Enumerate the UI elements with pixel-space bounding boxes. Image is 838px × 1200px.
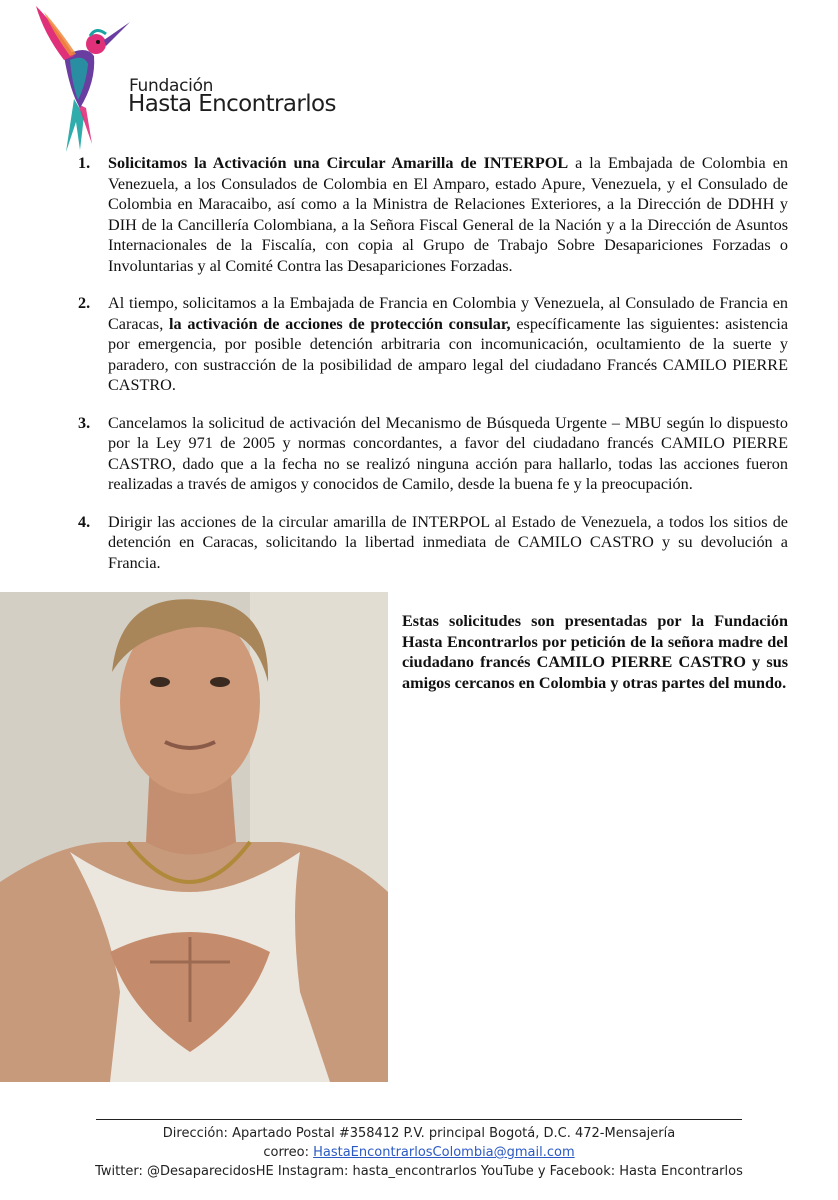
hummingbird-icon [34, 4, 134, 154]
footer-social: Twitter: @DesaparecidosHE Instagram: hasta_encontrarlos YouTube y Facebook: Hasta Encontrarlos [95, 1164, 743, 1179]
footer [0, 1124, 838, 1181]
foundation-logo [34, 4, 334, 154]
logo-text-fundacion: Fundación [129, 76, 214, 96]
logo-text-name: Hasta Encontrarlos [128, 91, 336, 117]
list-item [78, 512, 788, 574]
closing-note: Estas solicitudes son presentadas por la Fundación Hasta Encontrarlos por petición de la señora madre del ciudadano francés CAMILO PIERRE CASTRO y sus amigos cercanos en Colombia y otras partes del mundo. [402, 612, 788, 692]
list-item [78, 153, 788, 276]
item-bold-text: Solicitamos la Activación una Circular Amarilla de INTERPOL [108, 154, 569, 172]
item-text: Cancelamos la solicitud de activación del Mecanismo de Búsqueda Urgente – MBU según lo dispuesto por la Ley 971 de 2005 y normas concordantes, a favor del ciudadano francés CAMILO PIERRE CASTRO, dado que a la fecha no se realizó ninguna acción para hallarlo, todas las acciones fueron realizadas a través de amigos y conocidos de Camilo, desde la buena fe y la preocupación. [108, 413, 788, 493]
item-text: a la Embajada de Colombia en Venezuela, a los Consulados de Colombia en El Amparo, estado Apure, Venezuela, y el Consulado de Colombia en Maracaibo, así como a la Ministra de Relaciones Exteriores, a la Dirección de DDHH y DIH de la Cancillería Colombiana, a la Señora Fiscal General de la Nación y a la Dirección de Asuntos Internacionales de la Fiscalía, con copia al Grupo de Trabajo Sobre Desapariciones Forzadas o Involuntarias y al Comité Contra las Desapariciones Forzadas. [108, 154, 788, 275]
person-photo [0, 592, 388, 1082]
email-link[interactable]: HastaEncontrarlosColombia@gmail.com [313, 1145, 575, 1160]
item-number: 3. [78, 413, 91, 432]
item-number: 1. [78, 154, 91, 172]
item-text-pre: Al tiempo, solicitamos a la Embajada de Francia en Colombia y Venezuela, al Consulado de Francia en Caracas, [108, 294, 788, 333]
list-item [78, 293, 788, 396]
footer-address: Dirección: Apartado Postal #358412 P.V. principal Bogotá, D.C. 472-Mensajería [162, 1126, 676, 1141]
list-item [78, 413, 788, 495]
footer-divider [96, 1119, 742, 1120]
item-number: 4. [78, 512, 91, 531]
item-text: Dirigir las acciones de la circular amarilla de INTERPOL al Estado de Venezuela, a todos los sitios de detención en Caracas, solicitando la libertad inmediata de CAMILO CASTRO y su devolución a Francia. [108, 512, 788, 572]
item-bold-text: la activación de acciones de protección consular, [169, 314, 511, 333]
request-list [78, 153, 788, 590]
item-text: específicamente las siguientes: asistencia por emergencia, por posible detención arbitraria con incomunicación, ocultamiento de la suerte y paradero, con sustracción de la posibilidad de amparo legal del ciudadano Francés CAMILO PIERRE CASTRO. [108, 314, 788, 394]
footer-email-line [0, 1143, 838, 1162]
item-number: 2. [78, 294, 91, 312]
footer-email-label: correo: [263, 1145, 314, 1160]
